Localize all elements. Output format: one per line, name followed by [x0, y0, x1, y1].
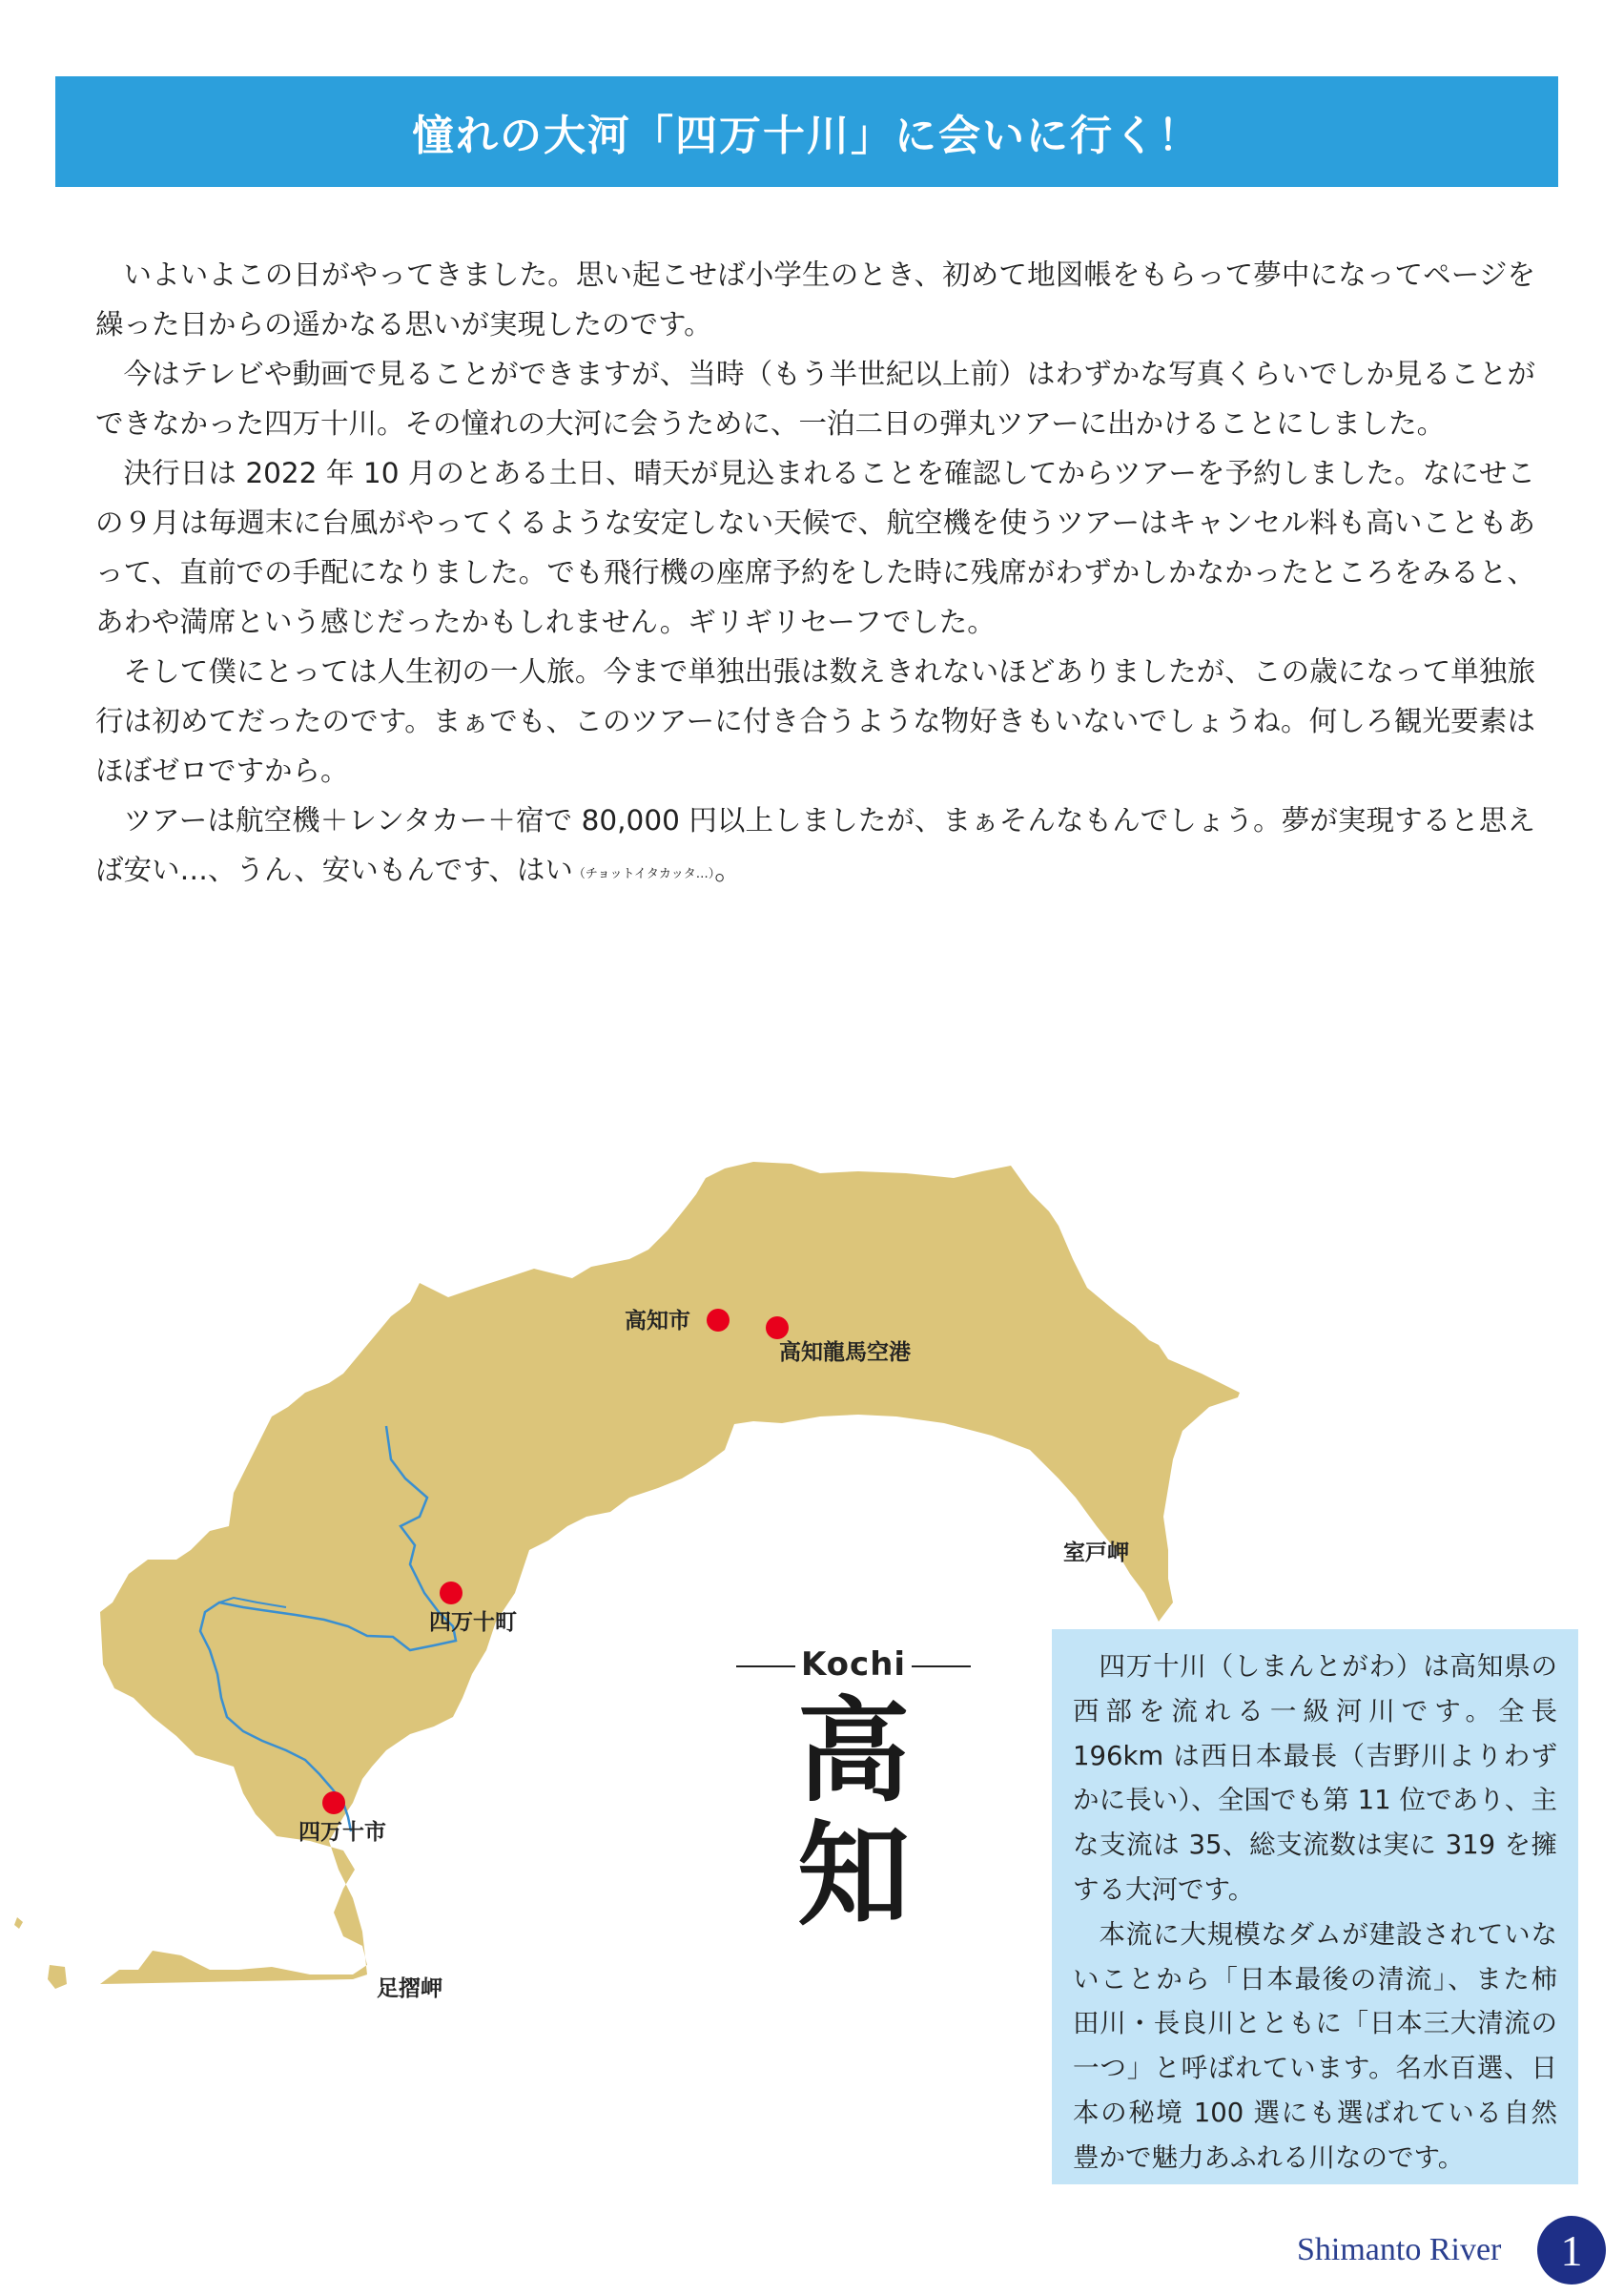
small-island-2 [14, 1917, 23, 1929]
page-title: 憧れの大河「四万十川」に会いに行く！ [412, 112, 1202, 160]
title-banner [55, 76, 1558, 187]
kochi-japanese: 高知 [796, 1685, 942, 1941]
label-kochi-city: 高知市 [625, 1309, 690, 1334]
label-shimanto-town: 四万十町 [429, 1610, 517, 1635]
marker-kochi-city [707, 1309, 730, 1332]
label-ashizuri: 足摺岬 [377, 1976, 442, 2001]
page-number: 1 [1537, 2216, 1606, 2285]
small-island-1 [48, 1965, 67, 1989]
intro-paragraph-5 [95, 796, 1535, 899]
marker-airport [766, 1316, 789, 1339]
kochi-title [725, 1645, 982, 1941]
intro-p5-main: ツアーは航空機＋レンタカー＋宿で 80,000 円以上しましたが、まぁそんなもんでしょう。夢が実現すると思えば安い…、うん、安いもんです、はい [95, 804, 1535, 886]
info-paragraph-2: 本流に大規模なダムが建設されていないことから「日本最後の清流」、また柿田川・長良川とともに「日本三大清流の一つ」と呼ばれています。名水百選、日本の秘境 100 選にも選ばれている自然豊かで魅力あふれる川なのです。 [1073, 1918, 1557, 2173]
marker-shimanto-town [440, 1582, 463, 1604]
intro-paragraph-4: そして僕にとっては人生初の一人旅。今まで単独出張は数えきれないほどありましたが、この歳になって単独旅行は初めてだったのです。まぁでも、このツアーに付き合うような物好きもいないでしょうね。何しろ観光要素はほぼゼロですから。 [95, 655, 1535, 787]
label-airport: 高知龍馬空港 [779, 1340, 911, 1365]
marker-shimanto-city [322, 1791, 345, 1814]
label-shimanto-city: 四万十市 [298, 1820, 386, 1845]
intro-paragraph-1: いよいよこの日がやってきました。思い起こせば小学生のとき、初めて地図帳をもらって夢中になってページを繰った日からの遥かなる思いが実現したのです。 [95, 258, 1535, 341]
footer-title: Shimanto River [1297, 2232, 1502, 2267]
label-muroto: 室戸岬 [1063, 1540, 1129, 1565]
intro-paragraph-3: 決行日は 2022 年 10 月のとある土日、晴天が見込まれることを確認してからツアーを予約しました。なにせこの９月は毎週末に台風がやってくるような安定しない天候で、航空機を使うツアーはキャンセル料も高いこともあって、直前での手配になりました。でも飛行機の座席予約をした時に残席がわずかしかなかったところをみると、あわや満席という感じだったかもしれません。ギリギリセーフでした。 [95, 457, 1535, 638]
intro-p5-end: 。 [714, 854, 743, 886]
kochi-english: Kochi [725, 1645, 982, 1684]
intro-paragraph-2: 今はテレビや動画で見ることができますが、当時（もう半世紀以上前）はわずかな写真くらいでしか見ることができなかった四万十川。その憧れの大河に会うために、一泊二日の弾丸ツアーに出かけることにしました。 [95, 358, 1535, 440]
intro-p5-note: （チョットイタカッタ…） [572, 867, 715, 881]
info-box [1052, 1629, 1578, 2184]
intro-text [95, 250, 1535, 899]
info-paragraph-1: 四万十川（しまんとがわ）は高知県の西部を流れる一級河川です。全長 196km は西日本最長（吉野川よりわずかに長い）、全国でも第 11 位であり、主な支流は 35、総支流数は実に 319 を擁する大河です。 [1073, 1651, 1557, 1905]
